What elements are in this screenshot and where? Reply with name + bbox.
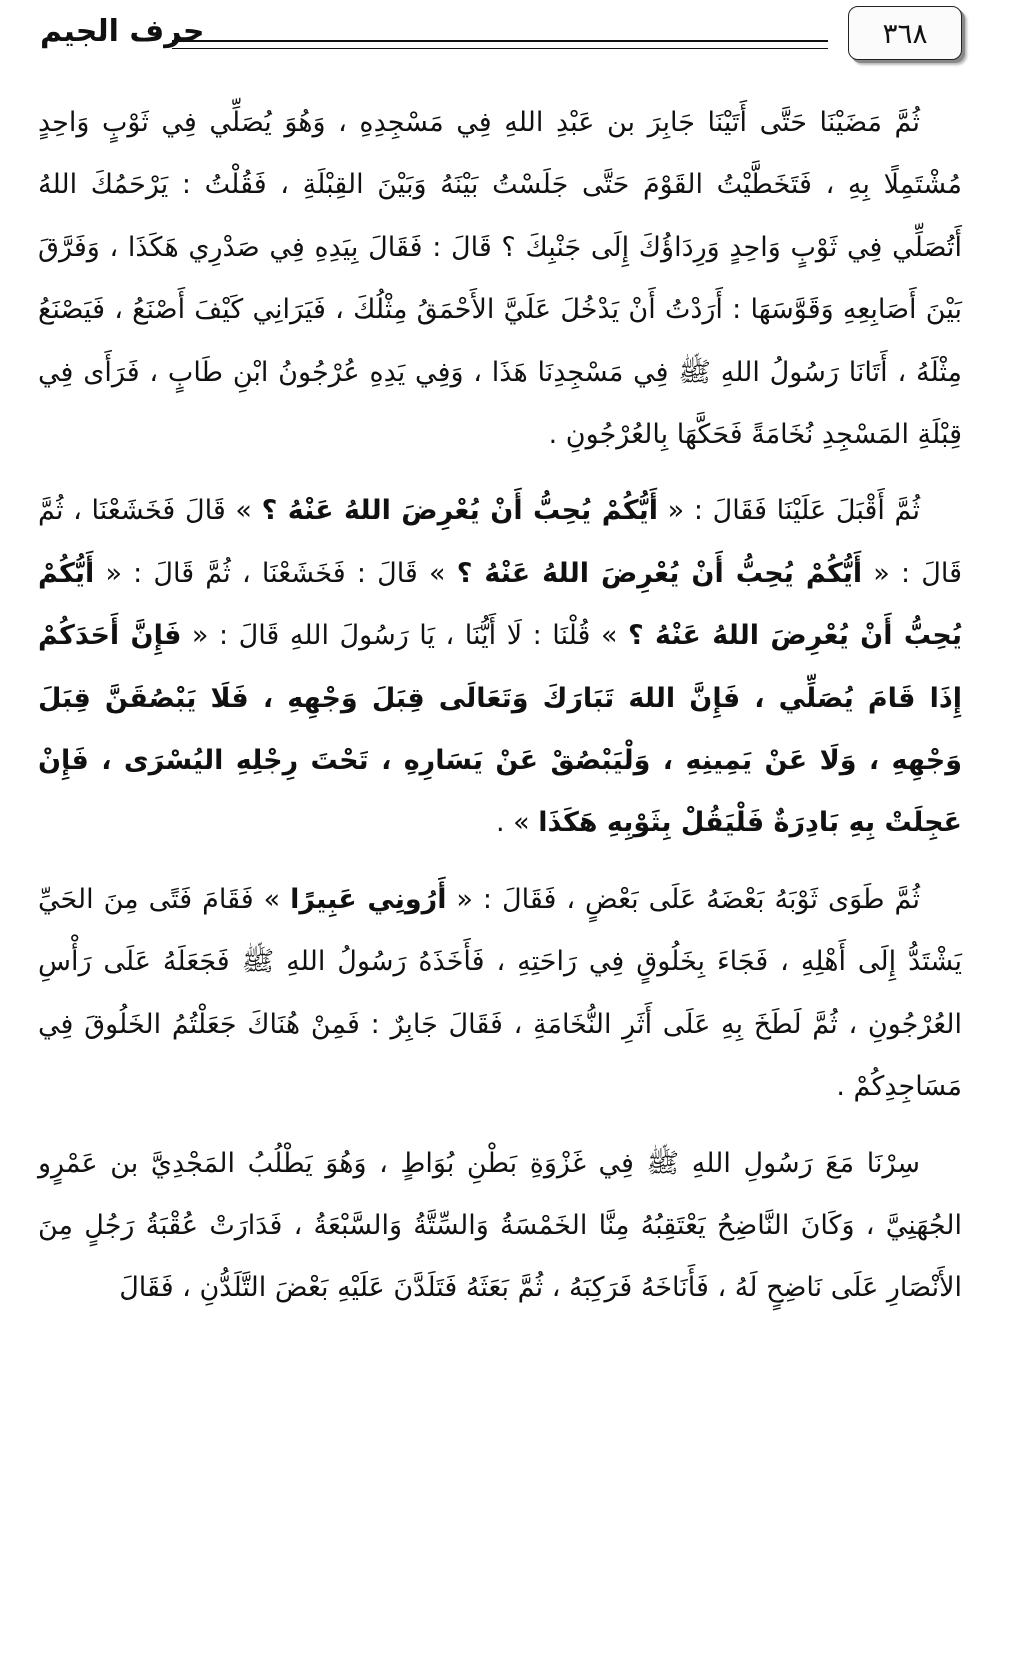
text-segment: » . [495, 807, 539, 839]
text-segment: ثُمَّ طَوَى ثَوْبَهُ بَعْضَهُ عَلَى بَعْضٍ ، فَقَالَ : « [446, 883, 920, 915]
text-segment: » قَالَ : فَخَشَعْنَا ، ثُمَّ قَالَ : « [94, 557, 457, 589]
text-segment: ثُمَّ أَقْبَلَ عَلَيْنَا فَقَالَ : « [657, 495, 921, 527]
page-body [38, 92, 962, 1320]
page-header [30, 0, 962, 70]
text-segment: » قُلْنَا : لَا أَيُّنَا ، يَا رَسُولَ اللهِ قَالَ : « [181, 620, 629, 652]
text-segment: » قَالَ فَخَشَعْنَا ، ثُمَّ قَالَ : « [38, 495, 963, 589]
page-number: ٣٦٨ [882, 16, 928, 50]
hadith-quote: أَيُّكُمْ يُحِبُّ أَنْ يُعْرِضَ اللهُ عَنْهُ ؟ [261, 495, 658, 527]
hadith-quote: أَرُونِي عَبِيرًا [290, 883, 447, 915]
hadith-quote: أَيُّكُمْ يُحِبُّ أَنْ يُعْرِضَ اللهُ عَنْهُ ؟ [456, 557, 863, 589]
header-rule [172, 40, 828, 49]
hadith-quote: فَإِنَّ أَحَدَكُمْ إِذَا قَامَ يُصَلِّي ، فَإِنَّ اللهَ تَبَارَكَ وَتَعَالَى قِبَلَ وَجْهِهِ ، فَلَا يَبْصُقَنَّ قِبَلَ وَجْهِهِ ، وَلَا عَنْ يَمِينِهِ ، وَلْيَبْصُقْ عَنْ يَسَارِهِ ، تَحْتَ رِجْلِهِ اليُسْرَى ، فَإِنْ عَجِلَتْ بِهِ بَادِرَةٌ فَلْيَقُلْ بِثَوْبِهِ هَكَذَا [38, 620, 962, 839]
paragraph-1 [38, 92, 962, 466]
text-segment: » فَقَامَ فَتًى مِنَ الحَيِّ يَشْتَدُّ إِلَى أَهْلِهِ ، فَجَاءَ بِخَلُوقٍ فِي رَاحَتِهِ ، فَأَخَذَهُ رَسُولُ اللهِ ﷺ فَجَعَلَهُ عَلَى رَأْسِ العُرْجُونِ ، ثُمَّ لَطَخَ بِهِ عَلَى أَثَرِ النُّخَامَةِ ، فَقَالَ جَابِرٌ : فَمِنْ هُنَاكَ جَعَلْتُمُ الخَلُوقَ فِي مَسَاجِدِكُمْ . [38, 883, 962, 1103]
paragraph-2 [38, 480, 962, 854]
text-segment: ثُمَّ مَضَيْنَا حَتَّى أَتَيْنَا جَابِرَ بن عَبْدِ اللهِ فِي مَسْجِدِهِ ، وَهُوَ يُصَلِّي فِي ثَوْبٍ وَاحِدٍ مُشْتَمِلًا بِهِ ، فَتَخَطَّيْتُ القَوْمَ حَتَّى جَلَسْتُ بَيْنَهُ وَبَيْنَ القِبْلَةِ ، فَقُلْتُ : يَرْحَمُكَ اللهُ أَتُصَلِّي فِي ثَوْبٍ وَاحِدٍ وَرِدَاؤُكَ إِلَى جَنْبِكَ ؟ قَالَ : فَقَالَ بِيَدِهِ فِي صَدْرِي هَكَذَا ، وَفَرَّقَ بَيْنَ أَصَابِعِهِ وَقَوَّسَهَا : أَرَدْتُ أَنْ يَدْخُلَ عَلَيَّ الأَحْمَقُ مِثْلُكَ ، فَيَرَانِي كَيْفَ أَصْنَعُ ، فَيَصْنَعُ مِثْلَهُ ، أَتَانَا رَسُولُ اللهِ ﷺ فِي مَسْجِدِنَا هَذَا ، وَفِي يَدِهِ عُرْجُونُ ابْنِ طَابٍ ، فَرَأَى فِي قِبْلَةِ المَسْجِدِ نُخَامَةً فَحَكَّهَا بِالعُرْجُونِ . [38, 107, 962, 451]
paragraph-4 [38, 1133, 962, 1320]
chapter-title: حرف الجيم [40, 14, 205, 49]
text-segment: سِرْنَا مَعَ رَسُولِ اللهِ ﷺ فِي غَزْوَةِ بَطْنِ بُوَاطٍ ، وَهُوَ يَطْلُبُ المَجْدِيَّ بن عَمْرٍو الجُهَنِيَّ ، وَكَانَ النَّاضِحُ يَعْتَقِبُهُ مِنَّا الخَمْسَةُ وَالسِّتَّةُ وَالسَّبْعَةُ ، فَدَارَتْ عُقْبَةُ رَجُلٍ مِنَ الأَنْصَارِ عَلَى نَاضِحٍ لَهُ ، فَأَنَاخَهُ فَرَكِبَهُ ، ثُمَّ بَعَثَهُ فَتَلَدَّنَ عَلَيْهِ بَعْضَ التَّلَدُّنِ ، فَقَالَ [38, 1147, 962, 1304]
paragraph-3 [38, 869, 962, 1119]
hadith-quote: أَيُّكُمْ يُحِبُّ أَنْ يُعْرِضَ اللهُ عَنْهُ ؟ [38, 557, 963, 652]
page-number-badge [848, 6, 962, 60]
